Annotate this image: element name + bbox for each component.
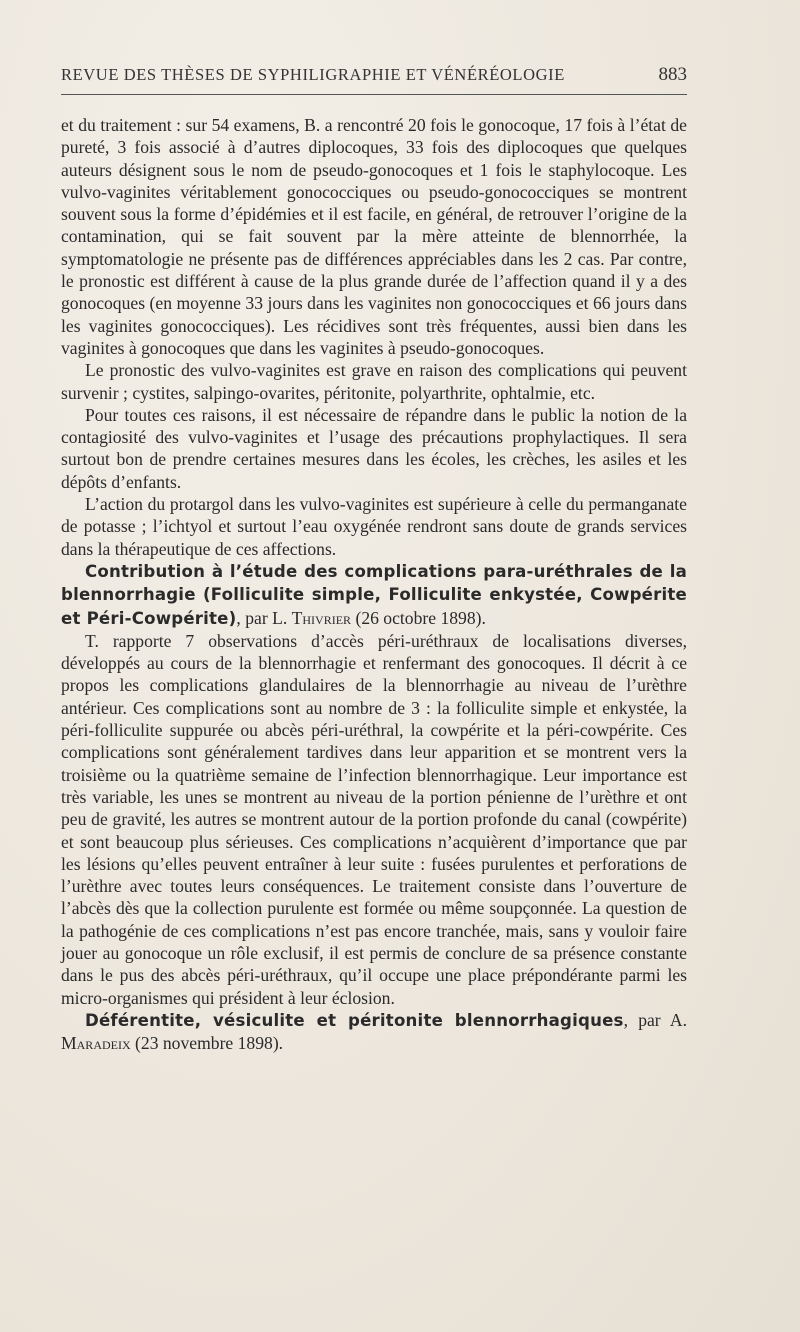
paragraph-prognosis: Le pronostic des vulvo-vaginites est grave en raison des complications qui peuvent survenir ; cystites, salpingo-ovarites, péritonite, polyarthrite, ophtalmie, etc. (61, 360, 687, 403)
entry-by: , par A. (623, 1009, 687, 1030)
paragraph-continuation: et du traitement : sur 54 examens, B. a rencontré 20 fois le gonocoque, 17 fois à l’état de pureté, 3 fois associé à d’autres diplocoques, 33 fois des diplocoques que quelques auteurs désignent sous le nom de pseudo-gonocoques et 1 fois le staphylocoque. Les vulvo-vaginites véritablement gonococciques ou pseudo-gonococciques se montrent souvent sous la forme d’épidémies et il est facile, en général, de retrouver l’origine de la contamination, qui se fait souvent par la mère atteinte de blennorrhée, la symptomatologie ne présente pas de différences appréciables dans les 2 cas. Par contre, le pronostic est différent à cause de la plus grande durée de l’affection quand il y a des gonocoques (en moyenne 33 jours dans les vaginites non gonococciques et 66 jours dans les vaginites gonococciques). Les récidives sont très fréquentes, aussi bien dans les vaginites à gonocoques que dans les vaginites à pseudo-gonocoques. (61, 115, 687, 358)
entry-heading-maradeix (61, 1009, 687, 1055)
page-number: 883 (658, 64, 687, 85)
paragraph-prophylaxis: Pour toutes ces raisons, il est nécessaire de répandre dans le public la notion de la contagiosité des vulvo-vaginites et l’usage des précautions prophylactiques. Il sera surtout bon de prendre certaines mesures dans les écoles, les crèches, les asiles et les dépôts d’enfants. (61, 404, 687, 492)
entry-title: Contribution à l’étude des complications para-uréthrales de la blennorrhagie (Folliculite simple, Folliculite enkystée, Cowpérite et Péri-Cowpérite) (61, 561, 687, 628)
paragraph-thivrier-summary: T. rapporte 7 observations d’accès péri-uréthraux de localisations diverses, développés au cours de la blennorrhagie et renfermant des gonocoques. Il décrit à ce propos les complications glandulaires de la blennorrhagie au niveau de l’urèthre antérieur. Ces complications sont au nombre de 3 : la folliculite simple et enkystée, la péri-folliculite suppurée ou abcès péri-uréthral, la cowpérite et la péri-cowpérite. Ces complications sont généralement tardives dans leur apparition et se montrent vers la troisième ou la quatrième semaine de l’infection blennorrhagique. Leur importance est très variable, les unes se montrent au niveau de la portion pénienne de l’urèthre et ont peu de gravité, les autres se montrent autour de la portion profonde du canal (cowpérite) et sont beaucoup plus sérieuses. Ces complications n’acquièrent d’importance que par les lésions qu’elles peuvent entraîner à leur suite : fusées purulentes et perforations de l’urèthre avec toutes leurs conséquences. Le traitement consiste dans l’ouverture de l’abcès dès que la collection purulente est formée ou même soupçonnée. La question de la pathogénie de ces complications n’est pas encore tranchée, mais, sans y vouloir faire jouer au gonocoque un rôle exclusif, il est permis de conclure de sa présence constante dans le pus des abcès péri-uréthraux, qu’il occupe une place prépondérante parmi les micro-organismes qui président à leur éclosion. (61, 630, 687, 1008)
journal-title: REVUE DES THÈSES DE SYPHILIGRAPHIE ET VÉNÉRÉOLOGIE (61, 65, 565, 84)
entry-author: Maradeix (61, 1033, 131, 1054)
entry-date: (23 novembre 1898). (130, 1033, 284, 1054)
entry-date: (26 octobre 1898). (351, 607, 486, 628)
entry-title: Déférentite, vésiculite et péritonite blennorrhagiques (85, 1010, 624, 1030)
article-body (61, 114, 687, 1054)
entry-by: , par L. (236, 607, 292, 628)
entry-heading-thivrier (61, 560, 687, 630)
page (61, 64, 687, 1054)
running-head (61, 64, 687, 95)
entry-author: Thivrier (291, 607, 352, 628)
paragraph-treatment: L’action du protargol dans les vulvo-vaginites est supérieure à celle du permanganate de potasse ; l’ichtyol et surtout l’eau oxygénée rendront sans doute de grands services dans la thérapeutique de ces affections. (61, 494, 687, 559)
